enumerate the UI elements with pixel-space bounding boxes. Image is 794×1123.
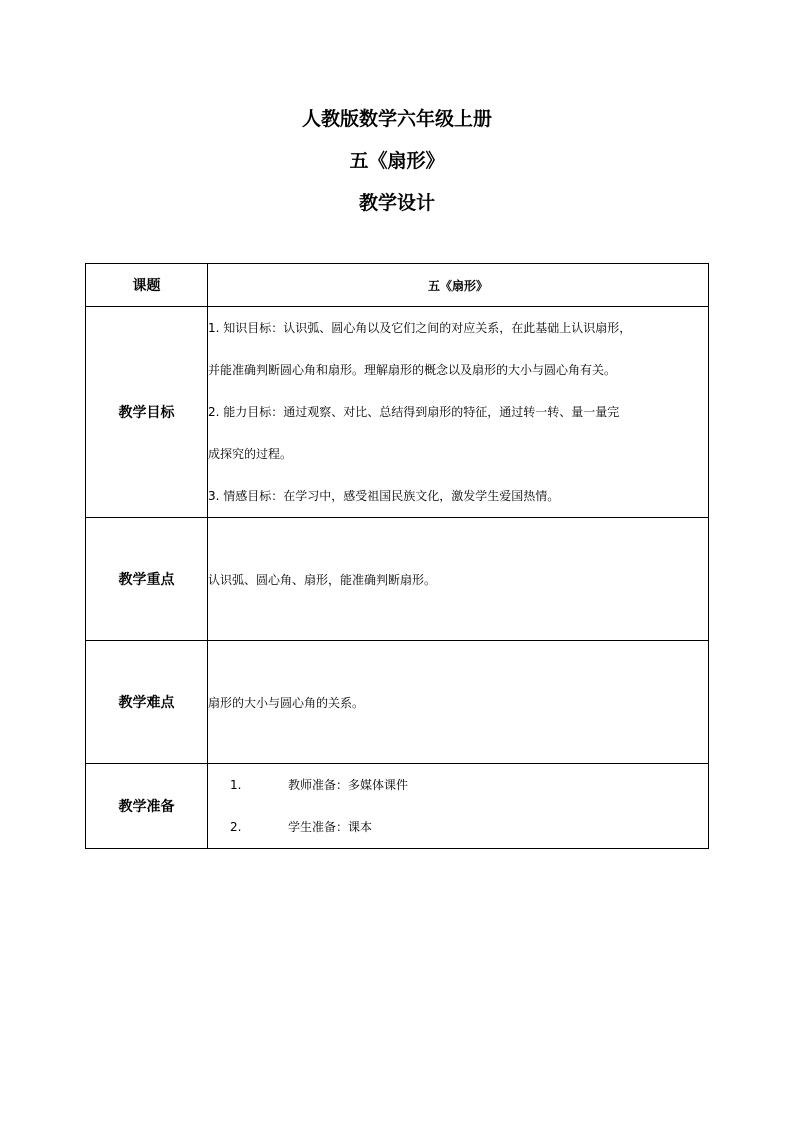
textbook-title: 人教版数学六年级上册 bbox=[301, 108, 492, 130]
list-item bbox=[208, 764, 708, 806]
list-item-text: 教师准备：多媒体课件 bbox=[288, 778, 409, 792]
table-row-key-points bbox=[86, 518, 709, 641]
preparation-content bbox=[208, 764, 709, 849]
document-type-heading: 教学设计 bbox=[358, 192, 435, 214]
goal-line: 并能准确判断圆心角和扇形。理解扇形的概念以及扇形的大小与圆心角有关。 bbox=[208, 363, 617, 377]
table-row-preparation bbox=[86, 764, 709, 849]
topic-value: 五《扇形》 bbox=[208, 264, 709, 307]
list-item bbox=[208, 806, 708, 848]
difficulties-value: 扇形的大小与圆心角的关系。 bbox=[208, 641, 709, 764]
lesson-heading: 五《扇形》 bbox=[349, 150, 445, 172]
key-points-value: 认识弧、圆心角、扇形，能准确判断扇形。 bbox=[208, 518, 709, 641]
list-item-number: 2. bbox=[230, 820, 242, 834]
goal-line: 3. 情感目标：在学习中，感受祖国民族文化，激发学生爱国热情。 bbox=[208, 489, 560, 503]
table-row-goals bbox=[86, 307, 709, 518]
topic-label: 课题 bbox=[86, 264, 208, 307]
goal-line: 1. 知识目标：认识弧、圆心角以及它们之间的对应关系，在此基础上认识扇形， bbox=[208, 321, 632, 335]
preparation-label: 教学准备 bbox=[86, 764, 208, 849]
list-item-number: 1. bbox=[230, 778, 242, 792]
table-row-difficulties bbox=[86, 641, 709, 764]
difficulties-label: 教学难点 bbox=[86, 641, 208, 764]
goals-label: 教学目标 bbox=[86, 307, 208, 518]
table-row-topic bbox=[86, 264, 709, 307]
lesson-plan-table bbox=[85, 263, 709, 849]
document-header bbox=[0, 103, 794, 229]
goals-content bbox=[208, 307, 709, 518]
goal-line: 2. 能力目标：通过观察、对比、总结得到扇形的特征，通过转一转、量一量完 bbox=[208, 405, 620, 419]
key-points-label: 教学重点 bbox=[86, 518, 208, 641]
goal-line: 成探究的过程。 bbox=[208, 447, 293, 461]
list-item-text: 学生准备：课本 bbox=[288, 820, 373, 834]
